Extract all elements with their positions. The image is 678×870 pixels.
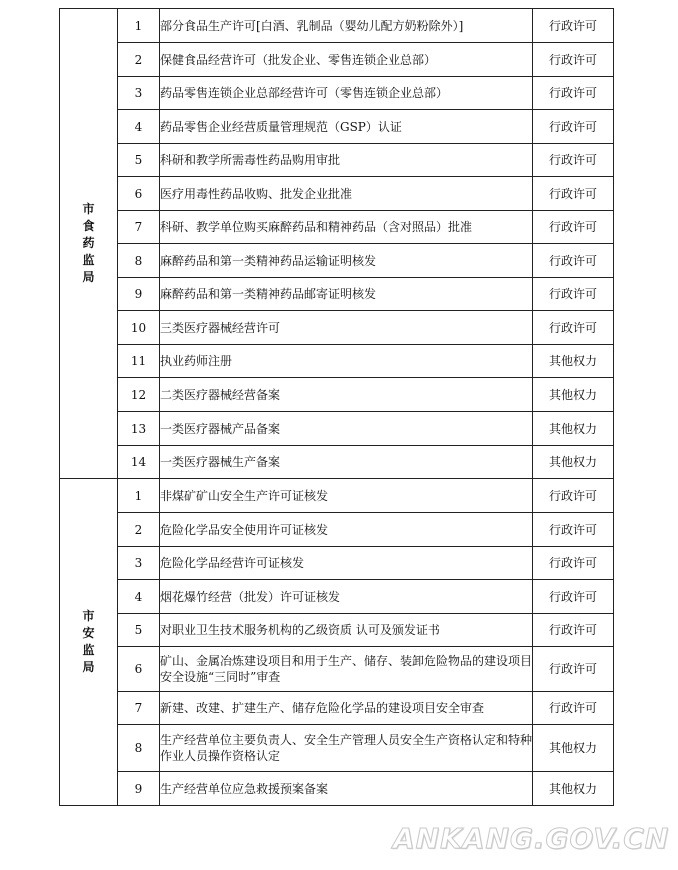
row-number: 5 bbox=[118, 614, 160, 647]
table-row bbox=[60, 211, 614, 244]
power-item-name: 危险化学品经营许可证核发 bbox=[160, 547, 533, 580]
table-row bbox=[60, 278, 614, 311]
power-category: 行政许可 bbox=[533, 513, 614, 547]
table-row bbox=[60, 580, 614, 614]
power-item-name: 危险化学品安全使用许可证核发 bbox=[160, 513, 533, 547]
table-row bbox=[60, 614, 614, 647]
row-number: 4 bbox=[118, 580, 160, 614]
power-item-name: 三类医疗器械经营许可 bbox=[160, 311, 533, 345]
power-item-name: 科研、教学单位购买麻醉药品和精神药品（含对照品）批准 bbox=[160, 211, 533, 244]
power-item-name: 医疗用毒性药品收购、批发企业批准 bbox=[160, 177, 533, 211]
table-row bbox=[60, 311, 614, 345]
row-number: 8 bbox=[118, 244, 160, 278]
power-item-name: 对职业卫生技术服务机构的乙级资质 认可及颁发证书 bbox=[160, 614, 533, 647]
power-item-name: 科研和教学所需毒性药品购用审批 bbox=[160, 144, 533, 177]
power-item-name: 麻醉药品和第一类精神药品运输证明核发 bbox=[160, 244, 533, 278]
power-item-name: 非煤矿矿山安全生产许可证核发 bbox=[160, 479, 533, 513]
row-number: 5 bbox=[118, 144, 160, 177]
table-row bbox=[60, 77, 614, 110]
power-item-name: 药品零售企业经营质量管理规范（GSP）认证 bbox=[160, 110, 533, 144]
row-number: 9 bbox=[118, 278, 160, 311]
power-category: 行政许可 bbox=[533, 614, 614, 647]
row-number: 13 bbox=[118, 412, 160, 446]
power-item-name: 烟花爆竹经营（批发）许可证核发 bbox=[160, 580, 533, 614]
power-category: 行政许可 bbox=[533, 647, 614, 692]
power-item-name: 执业药师注册 bbox=[160, 345, 533, 378]
power-category: 行政许可 bbox=[533, 244, 614, 278]
power-category: 行政许可 bbox=[533, 547, 614, 580]
department-name: 市安监局 bbox=[82, 609, 95, 674]
row-number: 7 bbox=[118, 211, 160, 244]
row-number: 14 bbox=[118, 446, 160, 479]
power-list-table bbox=[59, 8, 614, 806]
power-category: 行政许可 bbox=[533, 211, 614, 244]
power-category: 行政许可 bbox=[533, 278, 614, 311]
power-item-name: 一类医疗器械产品备案 bbox=[160, 412, 533, 446]
row-number: 12 bbox=[118, 378, 160, 412]
power-category: 其他权力 bbox=[533, 725, 614, 772]
power-category: 行政许可 bbox=[533, 9, 614, 43]
department-cell bbox=[60, 9, 118, 479]
power-item-name: 麻醉药品和第一类精神药品邮寄证明核发 bbox=[160, 278, 533, 311]
power-list-body bbox=[60, 9, 614, 806]
table-row bbox=[60, 692, 614, 725]
table-row bbox=[60, 725, 614, 772]
table-row bbox=[60, 144, 614, 177]
power-category: 行政许可 bbox=[533, 311, 614, 345]
row-number: 3 bbox=[118, 547, 160, 580]
department-name: 市食药监局 bbox=[82, 202, 95, 284]
table-row bbox=[60, 177, 614, 211]
row-number: 3 bbox=[118, 77, 160, 110]
power-category: 行政许可 bbox=[533, 580, 614, 614]
row-number: 6 bbox=[118, 177, 160, 211]
power-item-name: 矿山、金属冶炼建设项目和用于生产、储存、装卸危险物品的建设项目安全设施“三同时”审查 bbox=[160, 647, 533, 692]
row-number: 2 bbox=[118, 43, 160, 77]
row-number: 1 bbox=[118, 479, 160, 513]
table-row bbox=[60, 9, 614, 43]
department-cell bbox=[60, 479, 118, 806]
power-category: 行政许可 bbox=[533, 144, 614, 177]
table-row bbox=[60, 244, 614, 278]
table-row bbox=[60, 43, 614, 77]
row-number: 6 bbox=[118, 647, 160, 692]
power-item-name: 生产经营单位主要负责人、安全生产管理人员安全生产资格认定和特种作业人员操作资格认定 bbox=[160, 725, 533, 772]
table-row bbox=[60, 479, 614, 513]
row-number: 7 bbox=[118, 692, 160, 725]
power-category: 行政许可 bbox=[533, 77, 614, 110]
power-category: 其他权力 bbox=[533, 378, 614, 412]
row-number: 9 bbox=[118, 772, 160, 806]
table-row bbox=[60, 513, 614, 547]
row-number: 8 bbox=[118, 725, 160, 772]
power-category: 行政许可 bbox=[533, 692, 614, 725]
table-row bbox=[60, 772, 614, 806]
power-category: 其他权力 bbox=[533, 345, 614, 378]
power-item-name: 部分食品生产许可[白酒、乳制品（婴幼儿配方奶粉除外）] bbox=[160, 9, 533, 43]
power-category: 其他权力 bbox=[533, 772, 614, 806]
power-category: 行政许可 bbox=[533, 177, 614, 211]
row-number: 2 bbox=[118, 513, 160, 547]
table-row bbox=[60, 110, 614, 144]
table-row bbox=[60, 378, 614, 412]
table-row bbox=[60, 446, 614, 479]
power-item-name: 二类医疗器械经营备案 bbox=[160, 378, 533, 412]
row-number: 1 bbox=[118, 9, 160, 43]
power-category: 行政许可 bbox=[533, 110, 614, 144]
power-item-name: 生产经营单位应急救援预案备案 bbox=[160, 772, 533, 806]
table-row bbox=[60, 547, 614, 580]
table-row bbox=[60, 647, 614, 692]
table-row bbox=[60, 412, 614, 446]
row-number: 11 bbox=[118, 345, 160, 378]
row-number: 4 bbox=[118, 110, 160, 144]
power-category: 其他权力 bbox=[533, 412, 614, 446]
row-number: 10 bbox=[118, 311, 160, 345]
power-item-name: 药品零售连锁企业总部经营许可（零售连锁企业总部） bbox=[160, 77, 533, 110]
site-watermark: ANKANG.GOV.CN bbox=[393, 822, 670, 855]
power-item-name: 保健食品经营许可（批发企业、零售连锁企业总部） bbox=[160, 43, 533, 77]
power-item-name: 一类医疗器械生产备案 bbox=[160, 446, 533, 479]
table-row bbox=[60, 345, 614, 378]
power-category: 其他权力 bbox=[533, 446, 614, 479]
power-category: 行政许可 bbox=[533, 479, 614, 513]
power-category: 行政许可 bbox=[533, 43, 614, 77]
power-item-name: 新建、改建、扩建生产、储存危险化学品的建设项目安全审查 bbox=[160, 692, 533, 725]
